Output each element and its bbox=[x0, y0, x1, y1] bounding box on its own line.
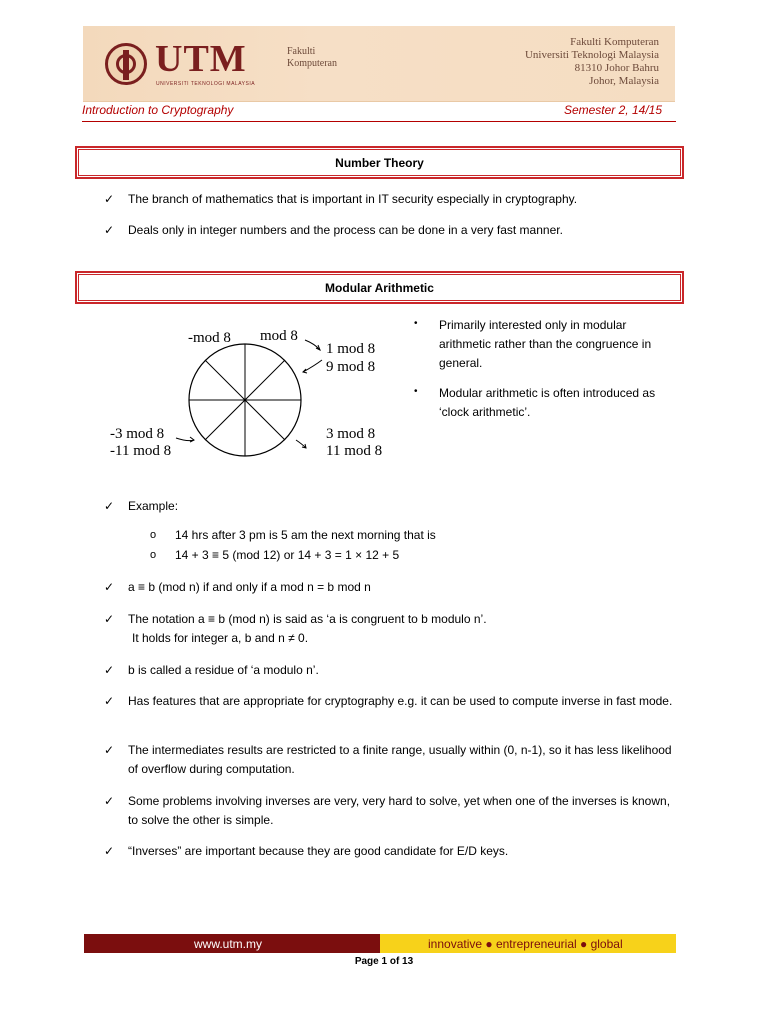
checkmark-icon: ✓ bbox=[104, 192, 115, 206]
bullet-icon: • bbox=[414, 386, 418, 397]
label-9mod8: 9 mod 8 bbox=[326, 359, 376, 375]
logo-text: UTM bbox=[155, 38, 247, 80]
label-1mod8: 1 mod 8 bbox=[326, 341, 376, 357]
list-item: ✓ “Inverses” are important because they are good candidate for E/D keys. bbox=[104, 842, 674, 861]
circle-bullet-icon: o bbox=[150, 529, 157, 541]
header-banner bbox=[83, 26, 675, 102]
clock-circle bbox=[189, 344, 301, 456]
checkmark-icon: ✓ bbox=[104, 743, 115, 757]
label-neg-mod8: -mod 8 bbox=[188, 330, 231, 346]
label-11mod8: 11 mod 8 bbox=[326, 443, 383, 459]
checkmark-icon: ✓ bbox=[104, 580, 115, 594]
logo-subtext: UNIVERSITI TEKNOLOGI MALAYSIA bbox=[156, 81, 256, 87]
checkmark-icon: ✓ bbox=[104, 223, 115, 237]
page-number: Page 1 of 13 bbox=[354, 956, 414, 967]
faculty-address: Fakulti Komputeran Universiti Teknologi Malaysia 81310 Johor Bahru Johor, Malaysia bbox=[524, 36, 659, 87]
checkmark-icon: ✓ bbox=[104, 844, 115, 858]
list-item: ✓ Example: bbox=[104, 497, 674, 516]
footer-website: www.utm.my bbox=[84, 934, 380, 953]
course-title: Introduction to Cryptography bbox=[82, 103, 234, 117]
list-item: ✓ Has features that are appropriate for cryptography e.g. it can be used to compute inverse in fast mode. bbox=[104, 692, 674, 711]
utm-seal-icon bbox=[105, 43, 147, 85]
footer-tagline: innovative ● entrepreneurial ● global bbox=[380, 934, 676, 953]
list-item: ✓ b is called a residue of ‘a modulo n’. bbox=[104, 661, 674, 680]
faculty-short: Fakulti Komputeran bbox=[287, 46, 337, 69]
circle-bullet-icon: o bbox=[150, 549, 157, 561]
list-item: • Primarily interested only in modular arithmetic rather than the congruence in general. bbox=[414, 316, 664, 373]
sub-list-item: o 14 hrs after 3 pm is 5 am the next morning that is bbox=[150, 528, 436, 542]
checkmark-icon: ✓ bbox=[104, 663, 115, 677]
list-item: ✓ The branch of mathematics that is important in IT security especially in cryptography. bbox=[104, 190, 674, 209]
label-mod8: mod 8 bbox=[260, 328, 298, 344]
sub-list-item: o 14 + 3 ≡ 5 (mod 12) or 14 + 3 = 1 × 12 + 5 bbox=[150, 548, 400, 562]
list-item: ✓ a ≡ b (mod n) if and only if a mod n = b mod n bbox=[104, 578, 674, 597]
checkmark-icon: ✓ bbox=[104, 694, 115, 708]
label-neg11mod8: -11 mod 8 bbox=[110, 443, 172, 459]
header-divider bbox=[82, 121, 676, 122]
clock-arithmetic-diagram bbox=[100, 320, 400, 470]
list-item: ✓ The notation a ≡ b (mod n) is said as ‘a is congruent to b modulo n’. It holds for integer a, b and n ≠ 0. bbox=[104, 612, 487, 645]
checkmark-icon: ✓ bbox=[104, 794, 115, 808]
checkmark-icon: ✓ bbox=[104, 499, 115, 513]
list-item: ✓ The intermediates results are restricted to a finite range, usually within (0, n-1), so it has less likelihood of overflow during computation. bbox=[104, 743, 672, 776]
label-neg3mod8: -3 mod 8 bbox=[110, 426, 165, 442]
checkmark-icon: ✓ bbox=[104, 612, 115, 626]
bullet-icon: • bbox=[414, 318, 418, 329]
list-item: ✓ Some problems involving inverses are very, very hard to solve, yet when one of the inverses is known, to solve the other is simple. bbox=[104, 794, 671, 827]
semester-label: Semester 2, 14/15 bbox=[563, 103, 662, 117]
section-title-number-theory: Number Theory bbox=[75, 146, 684, 179]
label-3mod8: 3 mod 8 bbox=[326, 426, 376, 442]
section-title-modular-arithmetic: Modular Arithmetic bbox=[75, 271, 684, 304]
list-item: • Modular arithmetic is often introduced as ‘clock arithmetic’. bbox=[414, 384, 664, 422]
list-item: ✓ Deals only in integer numbers and the process can be done in a very fast manner. bbox=[104, 221, 674, 240]
